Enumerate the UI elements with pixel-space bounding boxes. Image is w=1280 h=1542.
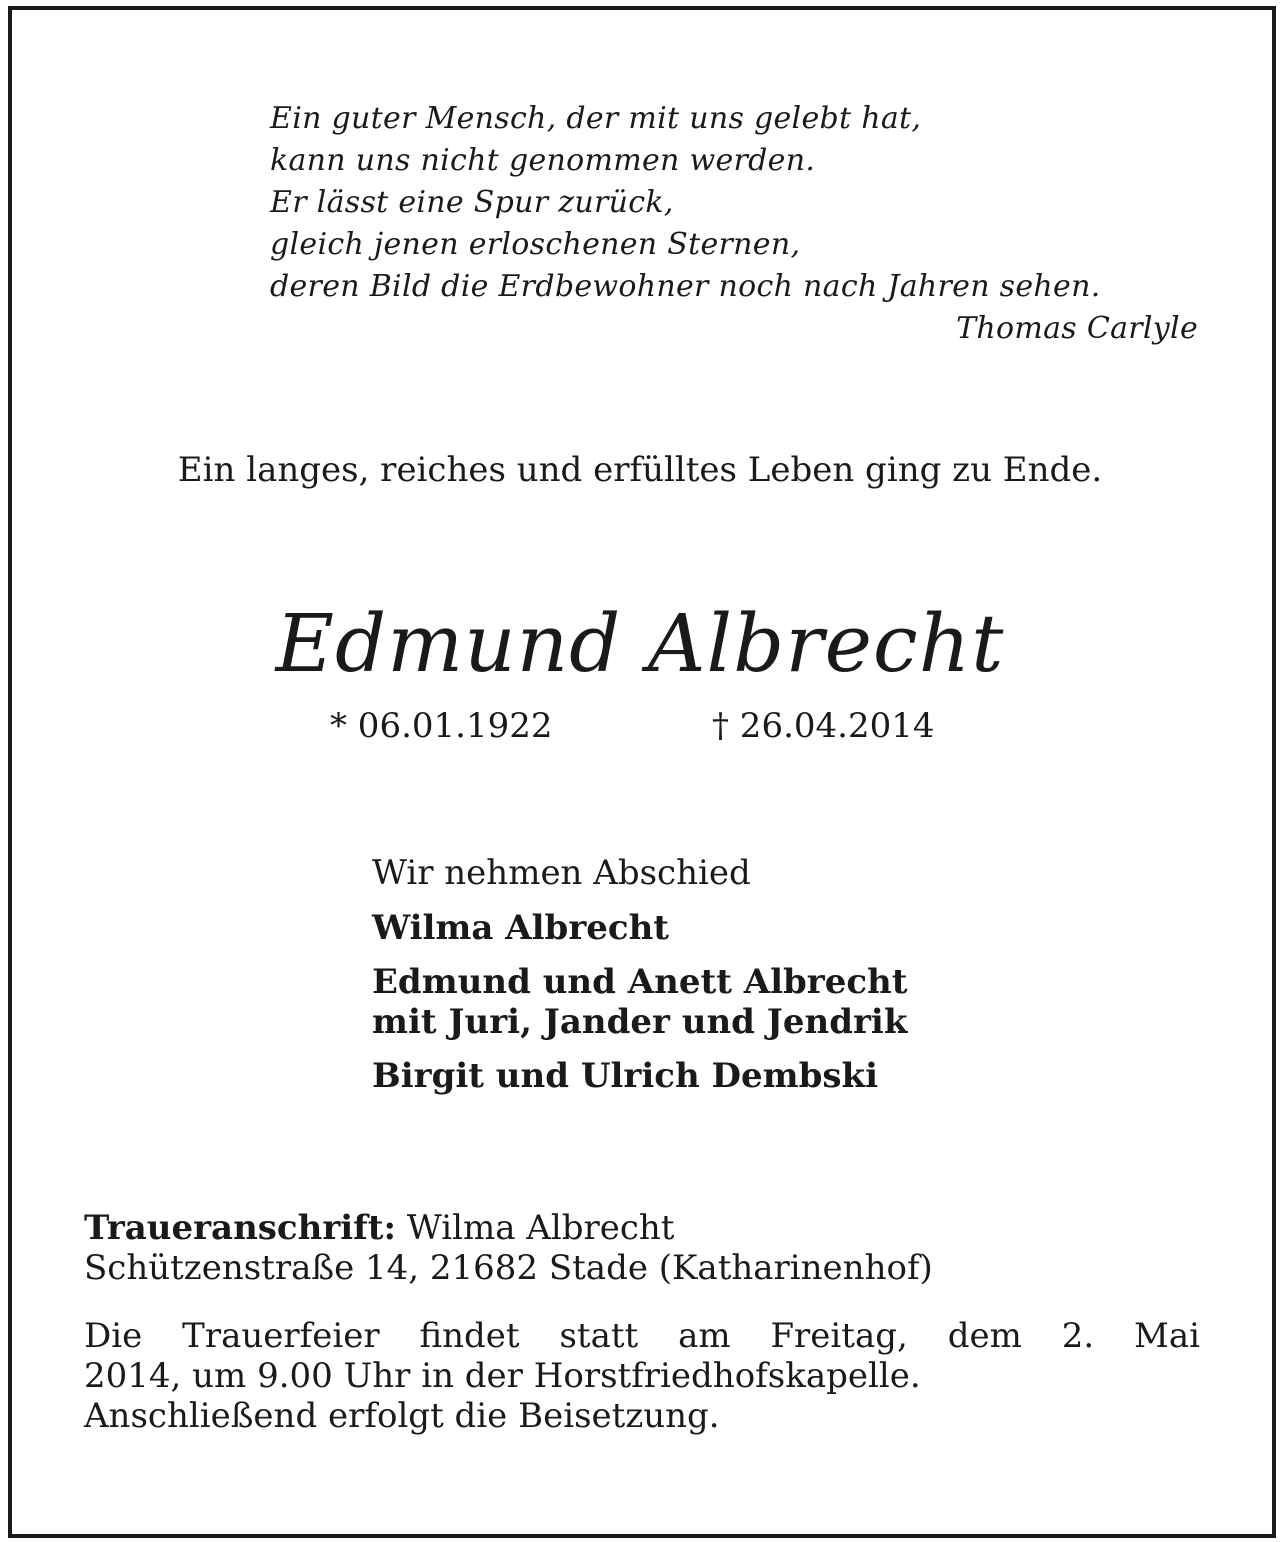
family-member-line: Wilma Albrecht [372, 908, 670, 948]
service-info [84, 1316, 1200, 1436]
service-line: Die Trauerfeier findet statt am Freitag, dem 2. Mai [84, 1316, 1200, 1356]
family-member-line: Birgit und Ulrich Dembski [372, 1056, 878, 1096]
service-line: 2014, um 9.00 Uhr in der Horstfriedhofskapelle. [84, 1356, 921, 1396]
quote-block [270, 98, 1198, 350]
quote-line: Ein guter Mensch, der mit uns gelebt hat, [270, 101, 922, 136]
quote-line: kann uns nicht genommen werden. [270, 143, 816, 178]
address-row [84, 1208, 1200, 1248]
quote-author: Thomas Carlyle [956, 311, 1198, 346]
service-line: Anschließend erfolgt die Beisetzung. [84, 1396, 720, 1436]
family-member [372, 908, 1072, 948]
quote-line: Er lässt eine Spur zurück, [270, 185, 674, 220]
family-block [372, 850, 1072, 1110]
family-member [372, 1056, 1072, 1096]
quote-line: deren Bild die Erdbewohner noch nach Jahren sehen. [270, 269, 1101, 304]
birth-date: * 06.01.1922 [330, 706, 553, 746]
family-member-line: Edmund und Anett Albrecht [372, 962, 908, 1002]
address-street: Schützenstraße 14, 21682 Stade (Katharinenhof) [84, 1248, 933, 1288]
tagline: Ein langes, reiches und erfülltes Leben ging zu Ende. [177, 450, 1103, 490]
address-label: Traueranschrift: [84, 1208, 397, 1248]
address-name: Wilma Albrecht [396, 1208, 675, 1248]
family-member-line: mit Juri, Jander und Jendrik [372, 1002, 908, 1042]
quote-line: gleich jenen erloschenen Sternen, [270, 227, 801, 262]
farewell-intro: Wir nehmen Abschied [372, 853, 751, 893]
death-date: † 26.04.2014 [712, 706, 935, 746]
deceased-name: Edmund Albrecht [275, 597, 1005, 690]
family-member [372, 962, 1072, 1042]
mourning-address [84, 1208, 1200, 1288]
